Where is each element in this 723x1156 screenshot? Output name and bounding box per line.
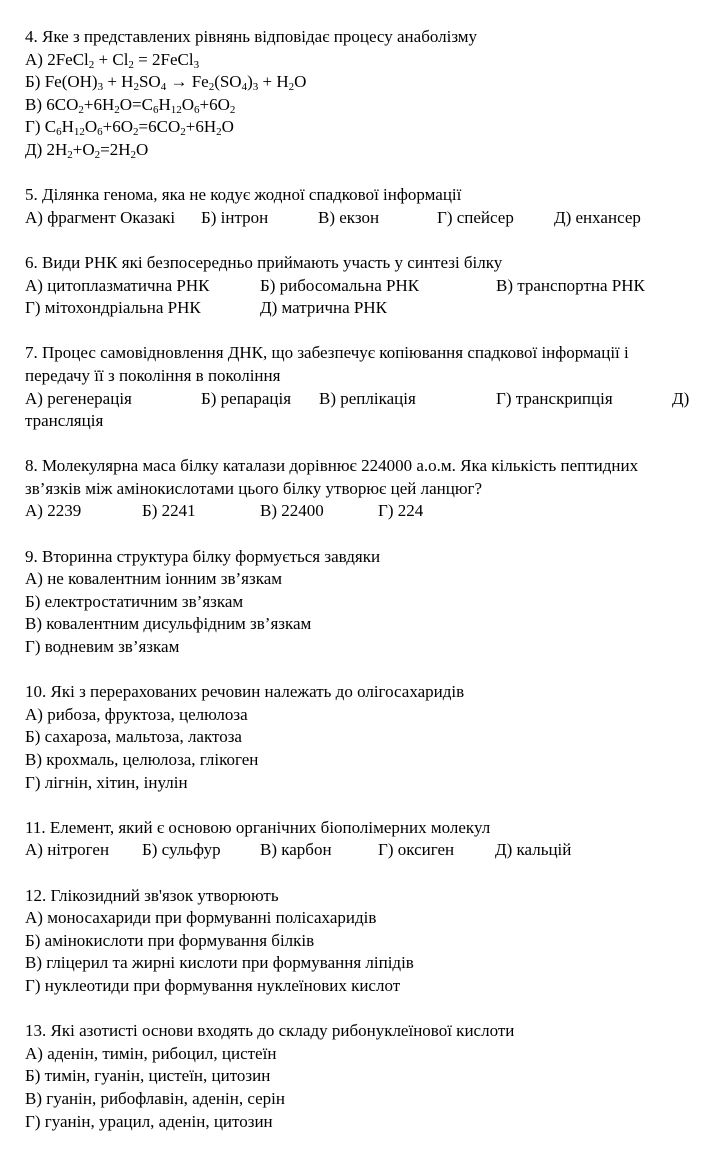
question-9-option-c: В) ковалентним дисульфідним зв’язкам xyxy=(25,614,312,634)
question-6-option-e: Д) матрична РНК xyxy=(260,298,388,318)
question-8-title-line-1: 8. Молекулярна маса білку каталази дорівнює 224000 а.о.м. Яка кількість пептидних xyxy=(25,456,639,476)
question-8-option-d: Г) 224 xyxy=(378,501,424,521)
question-4-option-d: Г) $C_6H_{12}O_6+6O_2=6CO_2+6H_2O$ xyxy=(25,117,234,139)
question-9 xyxy=(25,546,723,659)
question-10-option-b: Б) сахароза, мальтоза, лактоза xyxy=(25,727,242,747)
option-label: Г) xyxy=(25,117,45,137)
question-6-option-a: А) цитоплазматична РНК xyxy=(25,275,210,295)
question-5-option-c: В) екзон xyxy=(318,207,380,227)
option-label: А) xyxy=(25,49,48,69)
question-7-option-a: А) регенерація xyxy=(25,388,132,408)
question-5 xyxy=(25,184,723,229)
question-13-title: 13. Які азотисті основи входять до складу рибонуклеїнової кислоти xyxy=(25,1021,515,1041)
question-6 xyxy=(25,252,723,320)
question-13-option-b: Б) тимін, гуанін, цистеїн, цитозин xyxy=(25,1066,271,1086)
question-7 xyxy=(25,342,723,432)
question-5-option-d: Г) спейсер xyxy=(437,207,514,227)
question-6-option-b: Б) рибосомальна РНК xyxy=(260,275,420,295)
question-7-option-c: В) реплікація xyxy=(319,388,416,408)
question-9-option-d: Г) водневим зв’язкам xyxy=(25,637,180,657)
question-6-options-row-1 xyxy=(25,275,723,298)
question-7-options xyxy=(25,388,723,411)
question-4-option-c: В) $6CO_2+6H_2O=C_6H_{12}O_6+6O_2$ xyxy=(25,94,236,116)
question-9-option-b: Б) електростатичним зв’язкам xyxy=(25,591,244,611)
question-7-option-e-wrap: трансляція xyxy=(25,411,104,431)
question-7-title-line-1: 7. Процес самовідновлення ДНК, що забезпечує копіювання спадкової інформації і xyxy=(25,343,629,363)
question-11-option-b: Б) сульфур xyxy=(142,840,221,860)
question-5-option-e: Д) енхансер xyxy=(554,207,641,227)
question-8 xyxy=(25,455,723,523)
question-11-option-e: Д) кальцій xyxy=(495,840,572,860)
question-9-title: 9. Вторинна структура білку формується завдяки xyxy=(25,546,381,566)
question-12-option-a: А) моносахариди при формуванні полісахаридів xyxy=(25,908,377,928)
question-5-options xyxy=(25,207,723,230)
question-6-option-d: Г) мітохондріальна РНК xyxy=(25,298,201,318)
question-4-option-a: А) 2FeCl$_2$ + $Cl_2$ = 2FeCl$_3$ xyxy=(25,49,200,71)
question-13-option-d: Г) гуанін, урацил, аденін, цитозин xyxy=(25,1111,273,1131)
question-7-title-line-2: передачу її з покоління в покоління xyxy=(25,365,281,385)
question-10-title: 10. Які з перерахованих речовин належать до олігосахаридів xyxy=(25,682,465,702)
test-page xyxy=(25,26,723,1156)
question-12-option-b: Б) амінокислоти при формування білків xyxy=(25,930,315,950)
question-8-options xyxy=(25,500,723,523)
question-10 xyxy=(25,681,723,794)
question-5-option-a: А) фрагмент Оказакі xyxy=(25,207,176,227)
option-label: Б) xyxy=(25,72,45,92)
question-12 xyxy=(25,885,723,998)
question-8-option-b: Б) 2241 xyxy=(142,501,196,521)
question-6-options-row-2 xyxy=(25,297,723,320)
question-5-option-b: Б) інтрон xyxy=(201,207,269,227)
question-11-option-c: В) карбон xyxy=(260,840,332,860)
question-11-options xyxy=(25,839,723,862)
question-12-option-d: Г) нуклеотиди при формування нуклеїнових кислот xyxy=(25,975,401,995)
question-7-option-b: Б) репарація xyxy=(201,388,292,408)
question-8-option-c: В) 22400 xyxy=(260,501,324,521)
question-5-title: 5. Ділянка генома, яка не кодує жодної спадкової інформації xyxy=(25,185,462,205)
question-4-title: 4. Яке з представлених рівнянь відповідає процесу анаболізму xyxy=(25,27,478,46)
question-12-option-c: В) гліцерил та жирні кислоти при формування ліпідів xyxy=(25,953,414,973)
question-4 xyxy=(25,26,723,162)
question-10-option-a: А) рибоза, фруктоза, целюлоза xyxy=(25,704,248,724)
question-11 xyxy=(25,817,723,862)
question-6-option-c: В) транспортна РНК xyxy=(496,275,645,295)
question-13-option-a: А) аденін, тимін, рибоцил, цистеїн xyxy=(25,1043,277,1063)
question-13-option-c: В) гуанін, рибофлавін, аденін, серін xyxy=(25,1088,285,1108)
question-12-title: 12. Глікозидний зв'язок утворюють xyxy=(25,885,279,905)
option-label: Д) xyxy=(25,139,47,159)
question-4-option-e: Д) $2H_2+O_2=2H_2O$ xyxy=(25,139,149,161)
question-10-option-c: В) крохмаль, целюлоза, глікоген xyxy=(25,750,259,769)
question-4-option-b: Б) $Fe(OH)_3 + H_2SO_4 \to Fe_2(SO_4)_3 + H_2O$ xyxy=(25,72,307,94)
question-7-option-e: Д) xyxy=(672,388,690,408)
question-8-title-line-2: зв’язків між амінокислотами цього білку утворює цей ланцюг? xyxy=(25,478,483,498)
question-11-option-a: А) нітроген xyxy=(25,840,110,860)
question-10-option-d: Г) лігнін, хітин, інулін xyxy=(25,772,188,792)
question-7-option-d: Г) транскрипція xyxy=(496,388,613,408)
question-6-title: 6. Види РНК які безпосередньо приймають участь у синтезі білку xyxy=(25,252,503,272)
question-11-option-d: Г) оксиген xyxy=(378,840,455,860)
question-13 xyxy=(25,1020,723,1133)
question-8-option-a: А) 2239 xyxy=(25,501,82,521)
question-11-title: 11. Елемент, який є основою органічних біополімерних молекул xyxy=(25,817,491,837)
option-label: В) xyxy=(25,94,47,114)
question-9-option-a: А) не ковалентним іонним зв’язкам xyxy=(25,569,283,589)
